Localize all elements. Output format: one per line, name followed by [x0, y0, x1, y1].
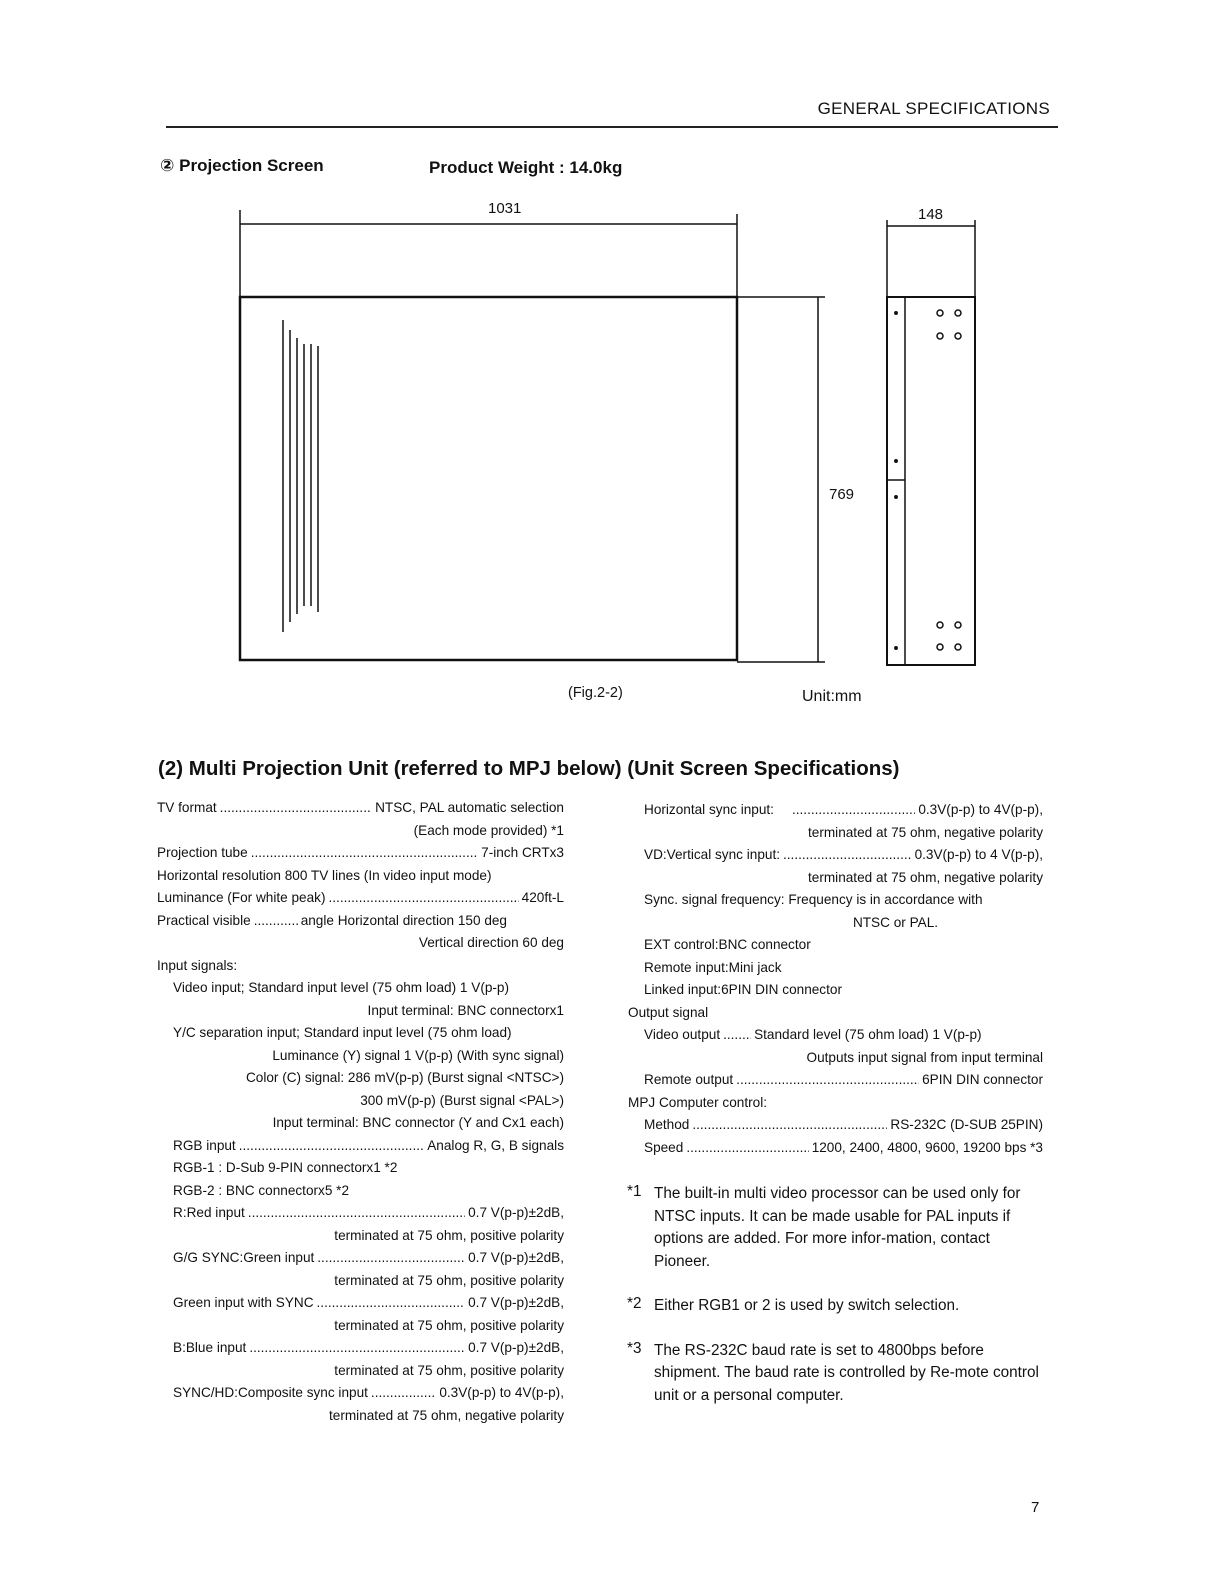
spec-line: EXT control:BNC connector	[644, 937, 811, 952]
spec-row: R:Red input ..... 0.7 V(p-p)±2dB,	[157, 1202, 564, 1225]
spec-line: terminated at 75 ohm, negative polarity	[328, 1407, 564, 1423]
spec-line: terminated at 75 ohm, negative polarity	[807, 869, 1043, 885]
spec-left-column	[157, 797, 564, 1427]
spec-line: NTSC or PAL.	[852, 914, 939, 930]
spec-line: Input terminal: BNC connectorx1	[367, 1002, 564, 1018]
spec-line: Outputs input signal from input terminal	[806, 1049, 1043, 1065]
spec-line: Horizontal resolution 800 TV lines (In video input mode)	[157, 867, 492, 883]
spec-line: Luminance (Y) signal 1 V(p-p) (With sync signal)	[272, 1047, 564, 1063]
front-view	[240, 210, 825, 662]
section-projection-screen-title: ② Projection Screen	[160, 156, 324, 175]
spec-line: RGB-1 : D-Sub 9-PIN connectorx1 *2	[173, 1160, 398, 1175]
spec-line: terminated at 75 ohm, positive polarity	[334, 1272, 564, 1288]
spec-line: Linked input:6PIN DIN connector	[644, 982, 842, 997]
spec-line: Remote input:Mini jack	[644, 959, 782, 975]
spec-right-column	[628, 799, 1043, 1159]
spec-line: Sync. signal frequency: Frequency is in accordance with	[644, 892, 983, 907]
spec-row: Green input with SYNC ..... 0.7 V(p-p)±2dB,	[157, 1292, 564, 1315]
spec-row: Practical visible ..... angle Horizontal direction 150 deg	[157, 910, 564, 933]
spec-row: Video output ..... Standard level (75 ohm load) 1 V(p-p)	[628, 1024, 1043, 1047]
section-mpj-title: (2) Multi Projection Unit (referred to MPJ below) (Unit Screen Specifications)	[158, 757, 900, 780]
product-weight: Product Weight : 14.0kg	[429, 158, 623, 177]
footnote: *1 The built-in multi video processor can be used only for NTSC inputs. It can be made usable for PAL inputs if options are added. For more infor-mation, contact Pioneer.	[627, 1183, 1021, 1270]
figure-caption: (Fig.2-2)	[568, 685, 623, 701]
header-title: GENERAL SPECIFICATIONS	[817, 99, 1050, 118]
spec-row: Projection tube ..... 7-inch CRTx3	[157, 842, 564, 865]
unit-label: Unit:mm	[802, 688, 862, 705]
projection-screen-diagram	[0, 0, 1214, 720]
spec-line: RGB-2 : BNC connectorx5 *2	[173, 1182, 350, 1198]
footnote: *3 The RS-232C baud rate is set to 4800bps before shipment. The baud rate is controlled by Re-mote control unit or a personal computer.	[627, 1339, 1039, 1404]
height-dimension: 769	[829, 486, 855, 503]
footnotes	[627, 1183, 1047, 1429]
spec-line: Input terminal: BNC connector (Y and Cx1 each)	[272, 1115, 564, 1130]
spec-row: B:Blue input ..... 0.7 V(p-p)±2dB,	[157, 1337, 564, 1360]
spec-line: Input signals:	[157, 957, 238, 973]
depth-dimension: 148	[918, 206, 944, 223]
spec-row: Horizontal sync input: ..... 0.3V(p-p) to 4V(p-p),	[628, 799, 1043, 822]
side-view	[887, 220, 975, 665]
spec-line: terminated at 75 ohm, positive polarity	[334, 1317, 564, 1333]
spec-line: terminated at 75 ohm, positive polarity	[334, 1227, 564, 1243]
spec-line: Color (C) signal: 286 mV(p-p) (Burst signal <NTSC>)	[245, 1070, 564, 1085]
spec-row: Speed ..... 1200, 2400, 4800, 9600, 19200 bps *3	[628, 1137, 1043, 1160]
footnote: *2 Either RGB1 or 2 is used by switch selection.	[627, 1295, 960, 1314]
spec-line: Vertical direction 60 deg	[418, 935, 564, 950]
spec-row: Method ..... RS-232C (D-SUB 25PIN)	[628, 1114, 1043, 1137]
spec-row: Luminance (For white peak) ..... 420ft-L	[157, 887, 564, 910]
spec-line: Video input; Standard input level (75 ohm load) 1 V(p-p)	[173, 980, 510, 995]
page-number: 7	[1031, 1499, 1040, 1516]
spec-line: MPJ Computer control:	[628, 1094, 768, 1110]
spec-line: terminated at 75 ohm, negative polarity	[807, 824, 1043, 840]
spec-row: RGB input ..... Analog R, G, B signals	[157, 1135, 564, 1158]
spec-row: G/G SYNC:Green input ..... 0.7 V(p-p)±2dB,	[157, 1247, 564, 1270]
width-dimension: 1031	[488, 200, 522, 217]
spec-line: terminated at 75 ohm, positive polarity	[334, 1362, 564, 1378]
spec-line: (Each mode provided) *1	[413, 822, 564, 838]
spec-line: 300 mV(p-p) (Burst signal <PAL>)	[360, 1092, 564, 1108]
spec-row: VD:Vertical sync input: ..... 0.3V(p-p) to 4 V(p-p),	[628, 844, 1043, 867]
spec-line: Output signal	[628, 1004, 709, 1020]
spec-row: SYNC/HD:Composite sync input ..... 0.3V(p-p) to 4V(p-p),	[157, 1382, 564, 1405]
spec-row: Remote output ..... 6PIN DIN connector	[628, 1069, 1043, 1092]
spec-row: TV format ..... NTSC, PAL automatic selection	[157, 797, 564, 820]
spec-line: Y/C separation input; Standard input level (75 ohm load)	[173, 1025, 512, 1040]
